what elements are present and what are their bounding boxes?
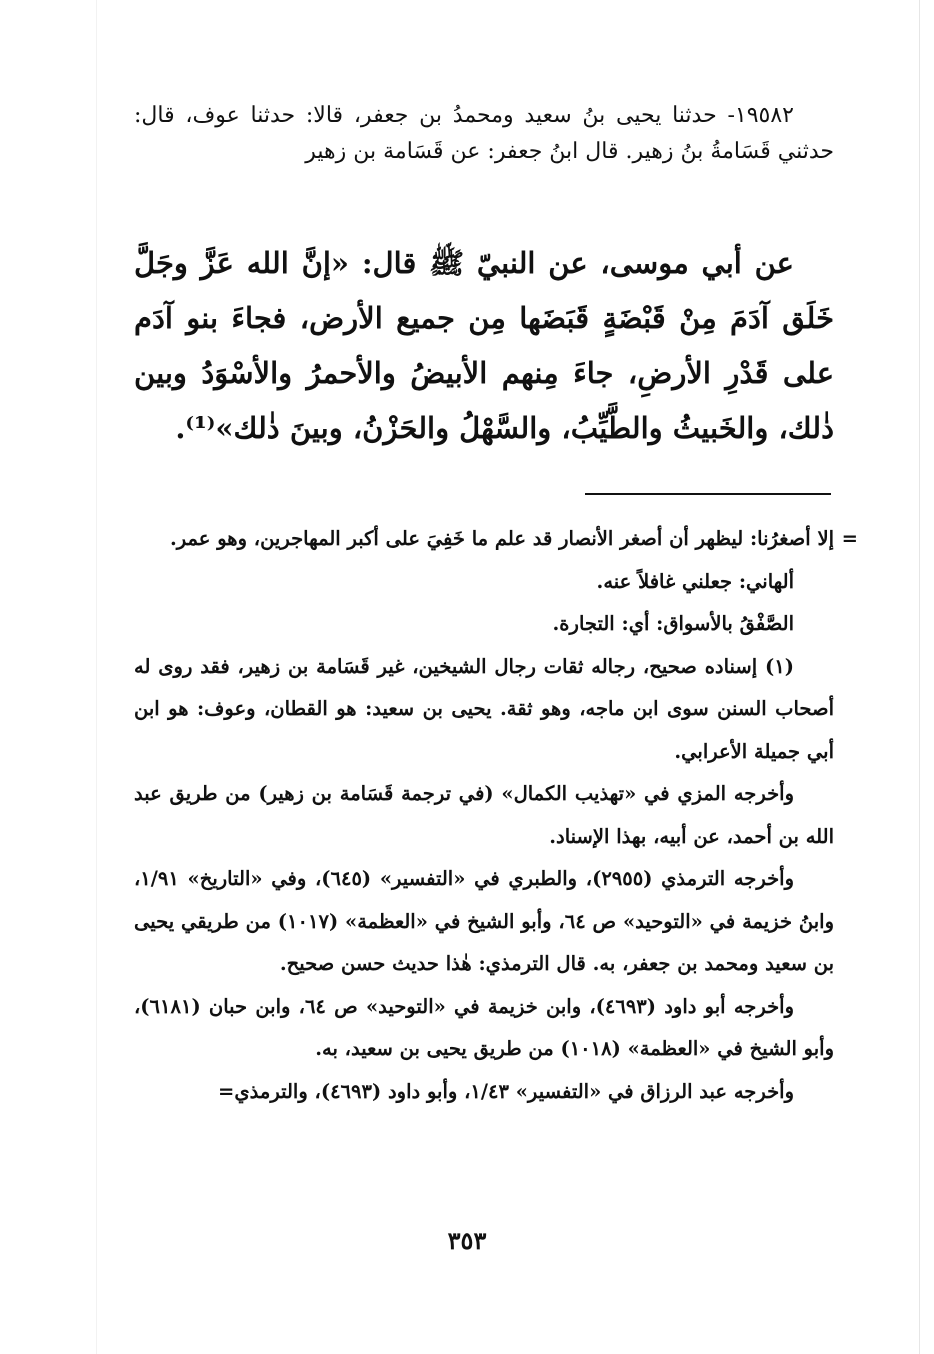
isnad-text: ١٩٥٨٢- حدثنا يحيى بنُ سعيد ومحمدُ بن جعفر، قالا: حدثنا عوف، قال: حدثني قَسَامةُ بنُ زهير. قال ابنُ جعفر: عن قَسَامة بن زهير: [134, 103, 834, 164]
matn-text: عن أبي موسى، عن النبيّ ﷺ قال: «إنَّ الله عَزَّ وجَلَّ خَلَق آدَمَ مِنْ قَبْضَةٍ قَبَضَها مِن جميع الأرض، فجاءَ بنو آدَم على قَدْرِ الأرضِ، جاءَ مِنهم الأبيضُ والأحمرُ والأسْوَدُ وبين ذٰلك، والخَبيثُ والطَّيِّبُ، والسَّهْلُ والحَزْنُ، وبينَ ذٰلك»⁽¹⁾.: [134, 246, 834, 445]
footnote-divider: [585, 493, 831, 495]
footnote-1-grading: (١) إسناده صحيح، رجاله ثقات رجال الشيخين، غير قَسَامة بن زهير، فقد روى له أصحاب السنن سوى ابن ماجه، وهو ثقة. يحيى بن سعيد: هو القطان، وعوف: هو ابن أبي جميلة الأعرابي.: [134, 654, 834, 763]
footnotes: [134, 518, 858, 1113]
footnote-continuation: [134, 518, 858, 561]
footnote-1-abu-dawud: وأخرجه أبو داود (٤٦٩٣)، وابن خزيمة في «التوحيد» ص ٦٤، وابن حبان (٦١٨١)، وأبو الشيخ في «العظمة» (١٠١٨) من طريق يحيى بن سعيد، به.: [134, 994, 834, 1060]
scan-edge-left: [96, 0, 97, 1354]
continuation-mark: =: [841, 527, 858, 550]
gloss-assafq: الصَّفْقُ بالأسواق: أي: التجارة.: [552, 612, 794, 635]
hadith-matn: [134, 236, 834, 456]
hadith-isnad: [134, 98, 834, 170]
page-number: ٣٥٣: [447, 1226, 487, 1255]
scan-edge-right: [919, 0, 920, 1354]
continuation-text: إلا أصغرُنا: ليظهر أن أصغر الأنصار قد علم ما خَفِيَ على أكبر المهاجرين، وهو عمر.: [169, 527, 834, 550]
footnote-1-abd-al-razzaq: وأخرجه عبد الرزاق في «التفسير» ١/٤٣، وأبو داود (٤٦٩٣)، والترمذي=: [218, 1079, 794, 1103]
gloss-alhani: ألهاني: جعلني غافلاً عنه.: [596, 569, 794, 593]
footnote-1-tirmidhi: وأخرجه الترمذي (٢٩٥٥)، والطبري في «التفسير» (٦٤٥)، وفي «التاريخ» ١/٩١، وابنُ خزيمة في «التوحيد» ص ٦٤، وأبو الشيخ في «العظمة» (١٠١٧) من طريقي يحيى بن سعيد ومحمد بن جعفر، به. قال الترمذي: هٰذا حديث حسن صحيح.: [134, 867, 835, 975]
footnote-1-mizzi: وأخرجه المزي في «تهذيب الكمال» (في ترجمة قَسَامة بن زهير) من طريق عبد الله بن أحمد، عن أبيه، بهذا الإسناد.: [134, 782, 834, 848]
